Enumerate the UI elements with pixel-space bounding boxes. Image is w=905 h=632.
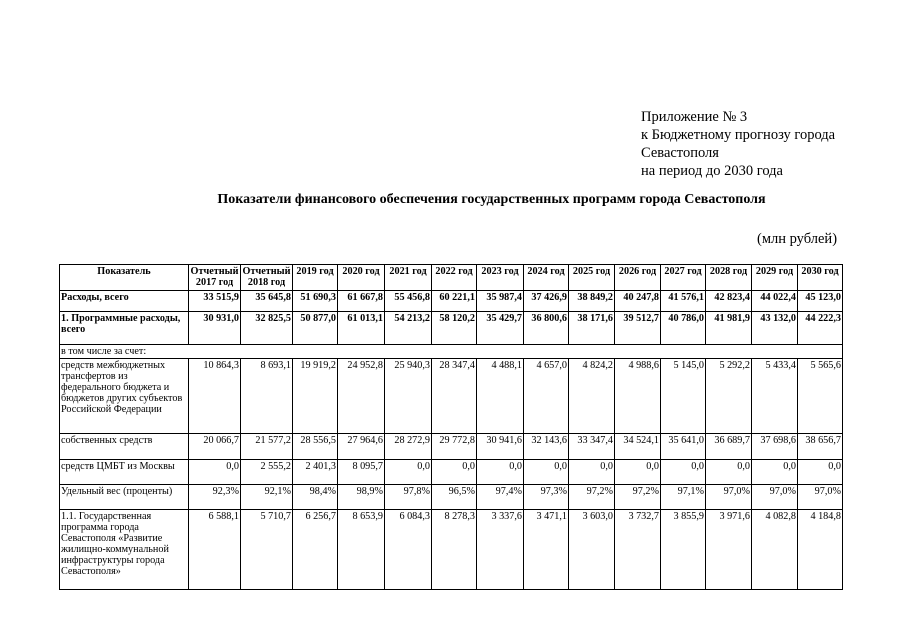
cell-value: 5 433,4 [752, 359, 798, 434]
cell-value: 8 693,1 [241, 359, 293, 434]
cell-value: 4 988,6 [615, 359, 661, 434]
cell-value: 97,4% [477, 485, 524, 510]
cell-value: 60 221,1 [432, 291, 477, 312]
cell-value: 0,0 [189, 460, 241, 485]
column-header-2024: 2024 год [524, 265, 569, 291]
row-label: Расходы, всего [60, 291, 189, 312]
table-row [60, 485, 843, 510]
cell-value: 38 849,2 [569, 291, 615, 312]
cell-value: 20 066,7 [189, 434, 241, 460]
cell-value: 40 786,0 [661, 312, 706, 345]
column-header-2019: 2019 год [293, 265, 338, 291]
cell-value: 30 931,0 [189, 312, 241, 345]
column-header-2017: Отчетный 2017 год [189, 265, 241, 291]
cell-value: 40 247,8 [615, 291, 661, 312]
cell-value: 8 278,3 [432, 510, 477, 590]
cell-value: 0,0 [524, 460, 569, 485]
cell-value: 32 825,5 [241, 312, 293, 345]
cell-value: 35 429,7 [477, 312, 524, 345]
cell-value: 92,3% [189, 485, 241, 510]
cell-value: 96,5% [432, 485, 477, 510]
cell-value: 98,9% [338, 485, 385, 510]
row-label: собственных средств [60, 434, 189, 460]
cell-value: 43 132,0 [752, 312, 798, 345]
cell-value: 33 347,4 [569, 434, 615, 460]
column-header-2030: 2030 год [798, 265, 843, 291]
cell-value: 27 964,6 [338, 434, 385, 460]
cell-value: 97,8% [385, 485, 432, 510]
cell-value: 41 981,9 [706, 312, 752, 345]
cell-value: 61 013,1 [338, 312, 385, 345]
table-header-row [60, 265, 843, 291]
cell-value: 0,0 [615, 460, 661, 485]
cell-value: 28 272,9 [385, 434, 432, 460]
table-row [60, 345, 843, 359]
row-label: Удельный вес (проценты) [60, 485, 189, 510]
cell-value: 33 515,9 [189, 291, 241, 312]
cell-value: 42 823,4 [706, 291, 752, 312]
cell-value: 3 603,0 [569, 510, 615, 590]
cell-value: 97,0% [798, 485, 843, 510]
cell-value: 3 337,6 [477, 510, 524, 590]
cell-value: 36 689,7 [706, 434, 752, 460]
cell-value: 0,0 [706, 460, 752, 485]
cell-value: 5 145,0 [661, 359, 706, 434]
appendix-line-3: Севастополя [641, 145, 719, 161]
column-header-2018: Отчетный 2018 год [241, 265, 293, 291]
cell-value: 44 222,3 [798, 312, 843, 345]
table-row [60, 359, 843, 434]
cell-value: 3 732,7 [615, 510, 661, 590]
cell-value: 0,0 [432, 460, 477, 485]
cell-value: 54 213,2 [385, 312, 432, 345]
cell-value: 8 095,7 [338, 460, 385, 485]
cell-value: 35 645,8 [241, 291, 293, 312]
cell-value: 28 347,4 [432, 359, 477, 434]
row-label: 1. Программные расходы, всего [60, 312, 189, 345]
appendix-line-4: на период до 2030 года [641, 163, 783, 179]
column-header-2026: 2026 год [615, 265, 661, 291]
table-row [60, 312, 843, 345]
cell-value: 6 084,3 [385, 510, 432, 590]
table-row [60, 510, 843, 590]
cell-value: 0,0 [798, 460, 843, 485]
cell-value: 50 877,0 [293, 312, 338, 345]
cell-value: 2 555,2 [241, 460, 293, 485]
cell-value: 6 588,1 [189, 510, 241, 590]
table-row [60, 291, 843, 312]
column-header-2023: 2023 год [477, 265, 524, 291]
cell-value: 21 577,2 [241, 434, 293, 460]
column-header-2027: 2027 год [661, 265, 706, 291]
cell-value: 41 576,1 [661, 291, 706, 312]
cell-value: 5 292,2 [706, 359, 752, 434]
column-header-2021: 2021 год [385, 265, 432, 291]
cell-value: 0,0 [477, 460, 524, 485]
cell-value: 55 456,8 [385, 291, 432, 312]
row-label: средств ЦМБТ из Москвы [60, 460, 189, 485]
cell-value: 37 698,6 [752, 434, 798, 460]
cell-value: 97,0% [752, 485, 798, 510]
cell-value: 0,0 [661, 460, 706, 485]
financial-table [59, 264, 843, 590]
cell-value: 38 656,7 [798, 434, 843, 460]
cell-value: 97,0% [706, 485, 752, 510]
cell-value: 37 426,9 [524, 291, 569, 312]
cell-value: 3 855,9 [661, 510, 706, 590]
cell-value: 0,0 [569, 460, 615, 485]
appendix-line-2: к Бюджетному прогнозу города [641, 127, 836, 143]
cell-value: 34 524,1 [615, 434, 661, 460]
cell-value: 8 653,9 [338, 510, 385, 590]
document-title: Показатели финансового обеспечения государственных программ города Севастополя [217, 192, 766, 207]
cell-value: 0,0 [385, 460, 432, 485]
cell-value: 4 488,1 [477, 359, 524, 434]
cell-value: 36 800,6 [524, 312, 569, 345]
cell-value: 29 772,8 [432, 434, 477, 460]
cell-value: 4 824,2 [569, 359, 615, 434]
column-header-2029: 2029 год [752, 265, 798, 291]
cell-value: 4 184,8 [798, 510, 843, 590]
cell-value: 6 256,7 [293, 510, 338, 590]
cell-value: 28 556,5 [293, 434, 338, 460]
row-label: в том числе за счет: [60, 345, 843, 359]
cell-value: 32 143,6 [524, 434, 569, 460]
cell-value: 98,4% [293, 485, 338, 510]
cell-value: 58 120,2 [432, 312, 477, 345]
cell-value: 35 641,0 [661, 434, 706, 460]
appendix-line-1: Приложение № 3 [641, 109, 748, 125]
cell-value: 5 565,6 [798, 359, 843, 434]
cell-value: 2 401,3 [293, 460, 338, 485]
cell-value: 4 082,8 [752, 510, 798, 590]
column-header-indicator: Показатель [60, 265, 189, 291]
cell-value: 30 941,6 [477, 434, 524, 460]
cell-value: 97,3% [524, 485, 569, 510]
column-header-2028: 2028 год [706, 265, 752, 291]
cell-value: 44 022,4 [752, 291, 798, 312]
cell-value: 3 971,6 [706, 510, 752, 590]
cell-value: 24 952,8 [338, 359, 385, 434]
cell-value: 97,2% [569, 485, 615, 510]
cell-value: 92,1% [241, 485, 293, 510]
cell-value: 0,0 [752, 460, 798, 485]
table-row [60, 434, 843, 460]
cell-value: 97,2% [615, 485, 661, 510]
column-header-2025: 2025 год [569, 265, 615, 291]
cell-value: 39 512,7 [615, 312, 661, 345]
cell-value: 35 987,4 [477, 291, 524, 312]
cell-value: 51 690,3 [293, 291, 338, 312]
row-label: 1.1. Государственная программа города Севастополя «Развитие жилищно-коммунальной инфраструктуры города Севастополя» [60, 510, 189, 590]
table-row [60, 460, 843, 485]
units-label: (млн рублей) [757, 231, 838, 247]
cell-value: 3 471,1 [524, 510, 569, 590]
cell-value: 10 864,3 [189, 359, 241, 434]
cell-value: 19 919,2 [293, 359, 338, 434]
cell-value: 5 710,7 [241, 510, 293, 590]
column-header-2020: 2020 год [338, 265, 385, 291]
cell-value: 61 667,8 [338, 291, 385, 312]
cell-value: 38 171,6 [569, 312, 615, 345]
cell-value: 45 123,0 [798, 291, 843, 312]
cell-value: 4 657,0 [524, 359, 569, 434]
table-body [60, 291, 843, 590]
column-header-2022: 2022 год [432, 265, 477, 291]
cell-value: 25 940,3 [385, 359, 432, 434]
appendix-note [641, 108, 835, 180]
row-label: средств межбюджетных трансфертов из федерального бюджета и бюджетов других субъектов Российской Федерации [60, 359, 189, 434]
cell-value: 97,1% [661, 485, 706, 510]
